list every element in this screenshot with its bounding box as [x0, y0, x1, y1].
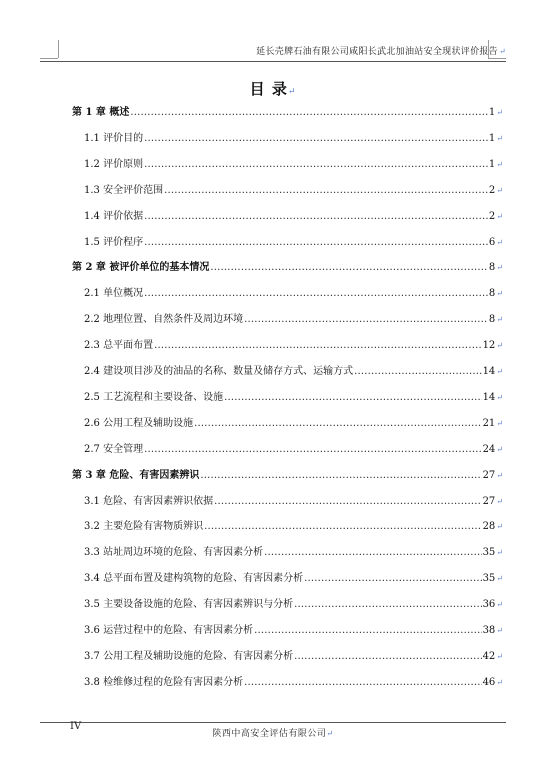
toc-entry-page: 2 — [488, 184, 496, 196]
toc-leader-dots — [144, 443, 481, 457]
toc-entry-label: 危险、有害因素辨识依据 — [103, 495, 214, 507]
toc-entry-number: 2.1 — [84, 288, 100, 300]
paragraph-mark-icon: ↵ — [496, 470, 503, 480]
paragraph-mark-icon: ↵ — [496, 651, 503, 661]
page-footer — [40, 722, 506, 737]
toc-entry-page: 1 — [488, 132, 496, 144]
footer-page-number: IV — [70, 721, 82, 732]
toc-leader-dots — [264, 546, 481, 560]
paragraph-mark-icon: ↵ — [496, 237, 503, 247]
toc-section-entry[interactable] — [72, 518, 503, 534]
toc-entry-label: 评价原则 — [103, 158, 144, 170]
toc-entry-page: 28 — [482, 521, 496, 533]
toc-entry-page: 46 — [482, 676, 496, 688]
toc-entry-page: 27 — [482, 495, 496, 507]
toc-entry-number: 第 1 章 — [72, 107, 106, 118]
toc-entry-page: 12 — [482, 340, 496, 352]
paragraph-mark-icon: ↵ — [496, 367, 503, 376]
toc-section-entry[interactable] — [72, 234, 503, 250]
toc-entry-label: 被评价单位的基本情况 — [109, 262, 210, 274]
toc-section-entry[interactable] — [72, 596, 503, 612]
header-text: 延长壳牌石油有限公司咸阳长武北加油站安全现状评价报告 — [256, 47, 498, 57]
toc-entry-label: 运营过程中的危险、有害因素分析 — [103, 625, 254, 636]
toc-section-entry[interactable] — [72, 182, 503, 198]
toc-title — [0, 78, 546, 99]
toc-entry-number: 3.6 — [84, 625, 100, 636]
footer-org — [40, 726, 506, 739]
paragraph-mark-icon: ↵ — [496, 315, 503, 325]
toc-entry-number: 3.8 — [84, 676, 100, 688]
toc-entry-number: 1.4 — [84, 210, 100, 222]
toc-entry-number: 3.1 — [84, 495, 100, 507]
toc-section-entry[interactable] — [72, 544, 503, 560]
toc-section-entry[interactable] — [72, 648, 503, 664]
toc-entry-number: 2.2 — [84, 314, 100, 326]
paragraph-mark-icon: ↵ — [496, 574, 503, 584]
paragraph-mark-icon: ↵ — [496, 159, 503, 169]
toc-section-entry[interactable] — [72, 311, 503, 327]
toc-leader-dots — [144, 287, 488, 301]
toc-entry-label: 概述 — [109, 107, 130, 118]
toc-chapter-entry[interactable] — [72, 104, 503, 120]
toc-entry-number: 2.5 — [84, 391, 100, 403]
paragraph-mark-icon: ↵ — [287, 87, 297, 97]
paragraph-mark-icon: ↵ — [496, 626, 503, 635]
toc-entry-label: 地理位置、自然条件及周边环境 — [103, 314, 244, 326]
toc-section-entry[interactable] — [72, 570, 503, 586]
paragraph-mark-icon: ↵ — [496, 600, 503, 610]
toc-leader-dots — [304, 572, 481, 586]
toc-entry-page: 2 — [488, 210, 496, 222]
toc-leader-dots — [294, 598, 481, 612]
toc-chapter-entry[interactable] — [72, 467, 503, 483]
toc-entry-page: 1 — [488, 107, 496, 118]
toc-leader-dots — [214, 495, 481, 509]
toc-entry-page: 14 — [482, 391, 496, 403]
toc-leader-dots — [130, 106, 488, 120]
toc-entry-number: 2.7 — [84, 443, 100, 455]
toc-section-entry[interactable] — [72, 337, 503, 353]
toc-entry-page: 27 — [482, 469, 496, 481]
toc-entry-label: 公用工程及辅助设施的危险、有害因素分析 — [103, 650, 294, 662]
toc-entry-label: 评价目的 — [103, 132, 144, 144]
toc-entry-number: 2.4 — [84, 366, 100, 377]
toc-section-entry[interactable] — [72, 493, 503, 509]
toc-entry-label: 工艺流程和主要设备、设施 — [103, 391, 224, 403]
toc-section-entry[interactable] — [72, 208, 503, 224]
toc-section-entry[interactable] — [72, 130, 503, 146]
toc-section-entry[interactable] — [72, 156, 503, 172]
toc-leader-dots — [200, 469, 481, 483]
toc-entry-label: 公用工程及辅助设施 — [103, 417, 194, 429]
toc-entry-page: 14 — [482, 366, 496, 377]
paragraph-mark-icon: ↵ — [496, 133, 503, 143]
toc-title-text: 目 录 — [249, 80, 288, 98]
toc-leader-dots — [144, 236, 488, 250]
paragraph-mark-icon: ↵ — [496, 108, 503, 117]
toc-entry-page: 1 — [488, 158, 496, 170]
toc-entry-page: 35 — [482, 573, 496, 585]
paragraph-mark-icon: ↵ — [498, 47, 506, 56]
toc-leader-dots — [244, 676, 481, 690]
toc-leader-dots — [144, 132, 488, 146]
toc-entry-number: 2.3 — [84, 340, 100, 352]
toc-entry-number: 第 2 章 — [72, 262, 106, 274]
paragraph-mark-icon: ↵ — [496, 522, 503, 532]
toc-entry-label: 总平面布置 — [103, 340, 154, 352]
toc-leader-dots — [294, 650, 481, 664]
page-header — [40, 44, 506, 62]
toc-entry-label: 主要危险有害物质辨识 — [103, 521, 204, 533]
toc-entry-number: 1.2 — [84, 158, 100, 170]
toc-entry-page: 24 — [482, 443, 496, 455]
toc-section-entry[interactable] — [72, 622, 503, 638]
toc-entry-number: 1.1 — [84, 132, 100, 144]
paragraph-mark-icon: ↵ — [496, 418, 503, 428]
toc-entry-label: 评价依据 — [103, 210, 144, 222]
toc-entry-page: 35 — [482, 547, 496, 559]
toc-entry-label: 建设项目涉及的油品的名称、数量及储存方式、运输方式 — [103, 366, 354, 377]
toc-section-entry[interactable] — [72, 674, 503, 690]
toc-entry-label: 评价程序 — [103, 236, 144, 248]
paragraph-mark-icon: ↵ — [496, 185, 503, 195]
toc-leader-dots — [144, 158, 488, 172]
toc-section-entry[interactable] — [72, 285, 503, 301]
toc-leader-dots — [254, 624, 481, 638]
toc-section-entry[interactable] — [72, 363, 503, 379]
paragraph-mark-icon: ↵ — [496, 548, 503, 558]
toc-entry-number: 3.7 — [84, 650, 100, 662]
toc-chapter-entry[interactable] — [72, 259, 503, 275]
toc-entry-number: 第 3 章 — [72, 469, 106, 481]
paragraph-mark-icon: ↵ — [496, 496, 503, 506]
paragraph-mark-icon: ↵ — [496, 677, 503, 687]
toc-entry-label: 危险、有害因素辨识 — [109, 469, 200, 481]
toc-entry-number: 2.6 — [84, 417, 100, 429]
toc-leader-dots — [164, 184, 488, 198]
toc-entry-page: 8 — [488, 288, 496, 300]
toc-entry-page: 38 — [482, 625, 496, 636]
toc-entry-page: 21 — [482, 417, 496, 429]
toc-leader-dots — [244, 313, 488, 327]
paragraph-mark-icon: ↵ — [496, 444, 503, 454]
toc-entry-number: 3.2 — [84, 521, 100, 533]
toc-leader-dots — [154, 339, 481, 353]
toc-section-entry[interactable] — [72, 415, 503, 431]
toc-entry-number: 3.4 — [84, 573, 100, 585]
toc-entry-label: 单位概况 — [103, 288, 144, 300]
paragraph-mark-icon: ↵ — [496, 263, 503, 273]
toc-leader-dots — [144, 210, 488, 224]
toc-entry-number: 1.5 — [84, 236, 100, 248]
toc-entry-page: 8 — [488, 262, 496, 274]
toc-entry-label: 站址周边环境的危险、有害因素分析 — [103, 547, 264, 559]
paragraph-mark-icon: ↵ — [496, 289, 503, 299]
toc-entry-label: 安全评价范围 — [103, 184, 164, 196]
paragraph-mark-icon: ↵ — [496, 392, 503, 402]
toc-entry-page: 8 — [488, 314, 496, 326]
footer-org-text: 陕西中高安全评估有限公司 — [212, 729, 327, 739]
toc-leader-dots — [224, 391, 481, 405]
toc-entry-label: 安全管理 — [103, 443, 144, 455]
paragraph-mark-icon: ↵ — [496, 341, 503, 351]
toc-entry-label: 主要设备设施的危险、有害因素辨识与分析 — [103, 599, 294, 611]
toc-entry-number: 3.5 — [84, 599, 100, 611]
toc-leader-dots — [204, 520, 481, 534]
toc-section-entry[interactable] — [72, 441, 503, 457]
toc-section-entry[interactable] — [72, 389, 503, 405]
toc-entry-page: 42 — [482, 650, 496, 662]
toc-entry-number: 3.3 — [84, 547, 100, 559]
toc-leader-dots — [354, 365, 481, 379]
toc-leader-dots — [194, 417, 481, 431]
toc-leader-dots — [210, 261, 488, 275]
toc-entry-label: 总平面布置及建构筑物的危险、有害因素分析 — [103, 573, 304, 585]
toc-entry-label: 检维修过程的危险有害因素分析 — [103, 676, 244, 688]
paragraph-mark-icon: ↵ — [496, 211, 503, 221]
toc-entry-number: 1.3 — [84, 184, 100, 196]
toc-entry-page: 36 — [482, 599, 496, 611]
paragraph-mark-icon: ↵ — [326, 729, 334, 738]
toc-entry-page: 6 — [488, 236, 496, 248]
